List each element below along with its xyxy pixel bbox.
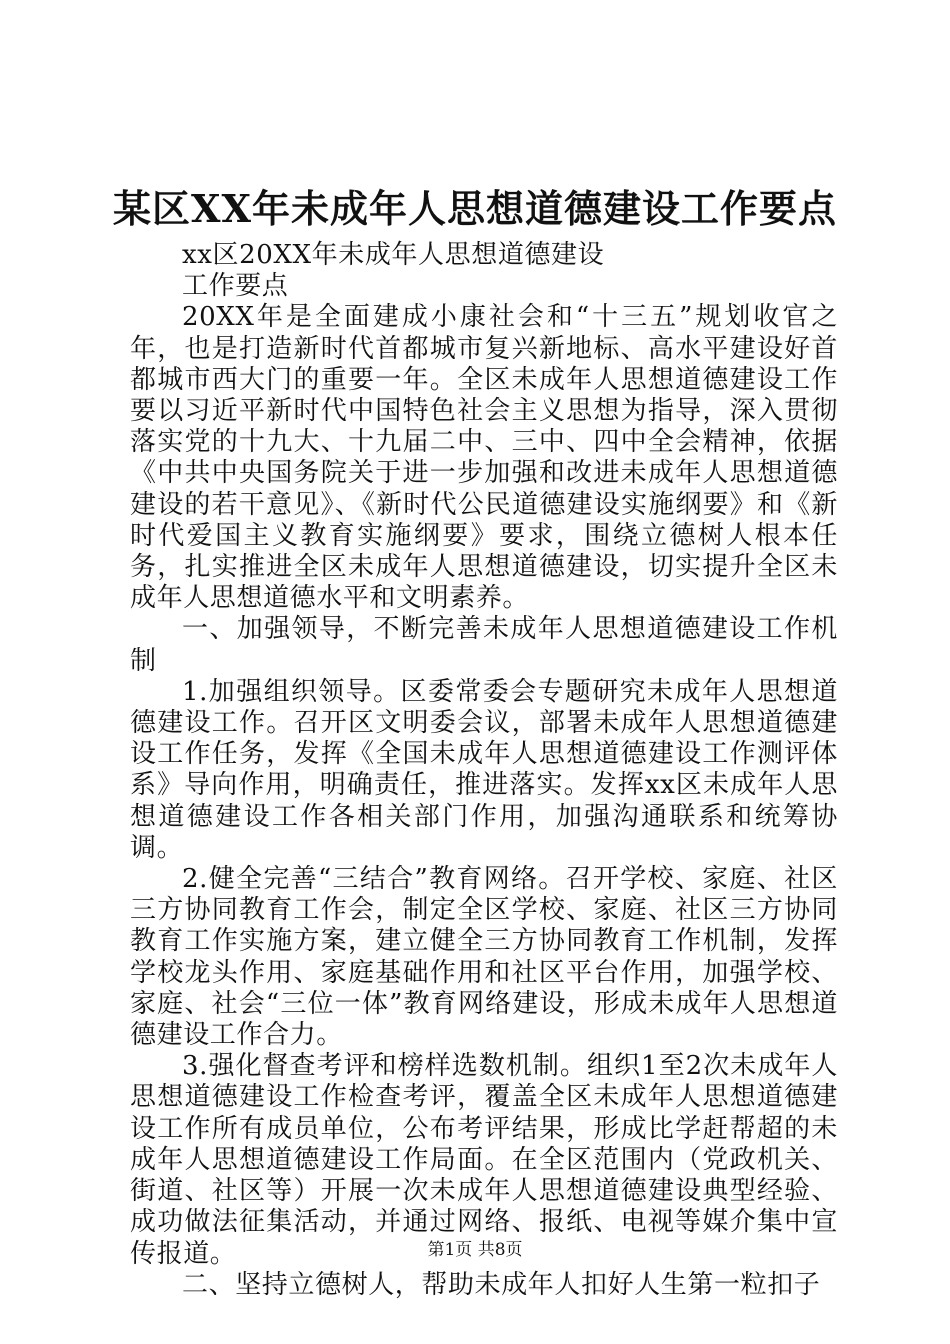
- section-heading-2: 二、坚持立德树人，帮助未成年人扣好人生第一粒扣子: [182, 1269, 821, 1300]
- page-number-footer: 第1页 共8页: [427, 1240, 523, 1260]
- document-title: 某区XX年未成年人思想道德建设工作要点: [113, 186, 837, 231]
- intro-paragraph: 20XX年是全面建成小康社会和“十三五”规划收官之年，也是打造新时代首都城市复兴新地标、高水平建设好首都城市西大门的重要一年。全区未成年人思想道德建设工作要以习近平新时代中国特色社会主义思想为指导，深入贯彻落实党的十九大、十九届二中、三中、四中全会精神，依据《中共中央国务院关于进一步加强和改进未成年人思想道德建设的若干意见》、《新时代公民道德建设实施纲要》和《新时代爱国主义教育实施纲要》要求，围绕立德树人根本任务，扎实推进全区未成年人思想道德建设，切实提升全区未成年人思想道德水平和文明素养。: [130, 302, 838, 614]
- document-body: [130, 240, 838, 1301]
- paragraph-item-1: 1.加强组织领导。区委常委会专题研究未成年人思想道德建设工作。召开区文明委会议，部署未成年人思想道德建设工作任务，发挥《全国未成年人思想道德建设工作测评体系》导向作用，明确责任，推进落实。发挥xx区未成年人思想道德建设工作各相关部门作用，加强沟通联系和统筹协调。: [130, 676, 838, 863]
- subtitle-line-1: xx区20XX年未成年人思想道德建设: [182, 240, 605, 270]
- paragraph-item-3: 3.强化督查考评和榜样选数机制。组织1至2次未成年人思想道德建设工作检查考评，覆盖全区未成年人思想道德建设工作所有成员单位，公布考评结果，形成比学赶帮超的未成年人思想道德建设工作局面。在全区范围内（党政机关、街道、社区等）开展一次未成年人思想道德建设典型经验、成功做法征集活动，并通过网络、报纸、电视等媒介集中宣传报道。: [130, 1051, 838, 1269]
- subtitle-line-2: 工作要点: [182, 271, 289, 302]
- section-heading-1: 一、加强领导，不断完善未成年人思想道德建设工作机制: [130, 614, 838, 676]
- paragraph-item-2: 2.健全完善“三结合”教育网络。召开学校、家庭、社区三方协同教育工作会，制定全区学校、家庭、社区三方协同教育工作实施方案，建立健全三方协同教育工作机制，发挥学校龙头作用、家庭基础作用和社区平台作用，加强学校、家庭、社会“三位一体”教育网络建设，形成未成年人思想道德建设工作合力。: [130, 864, 838, 1051]
